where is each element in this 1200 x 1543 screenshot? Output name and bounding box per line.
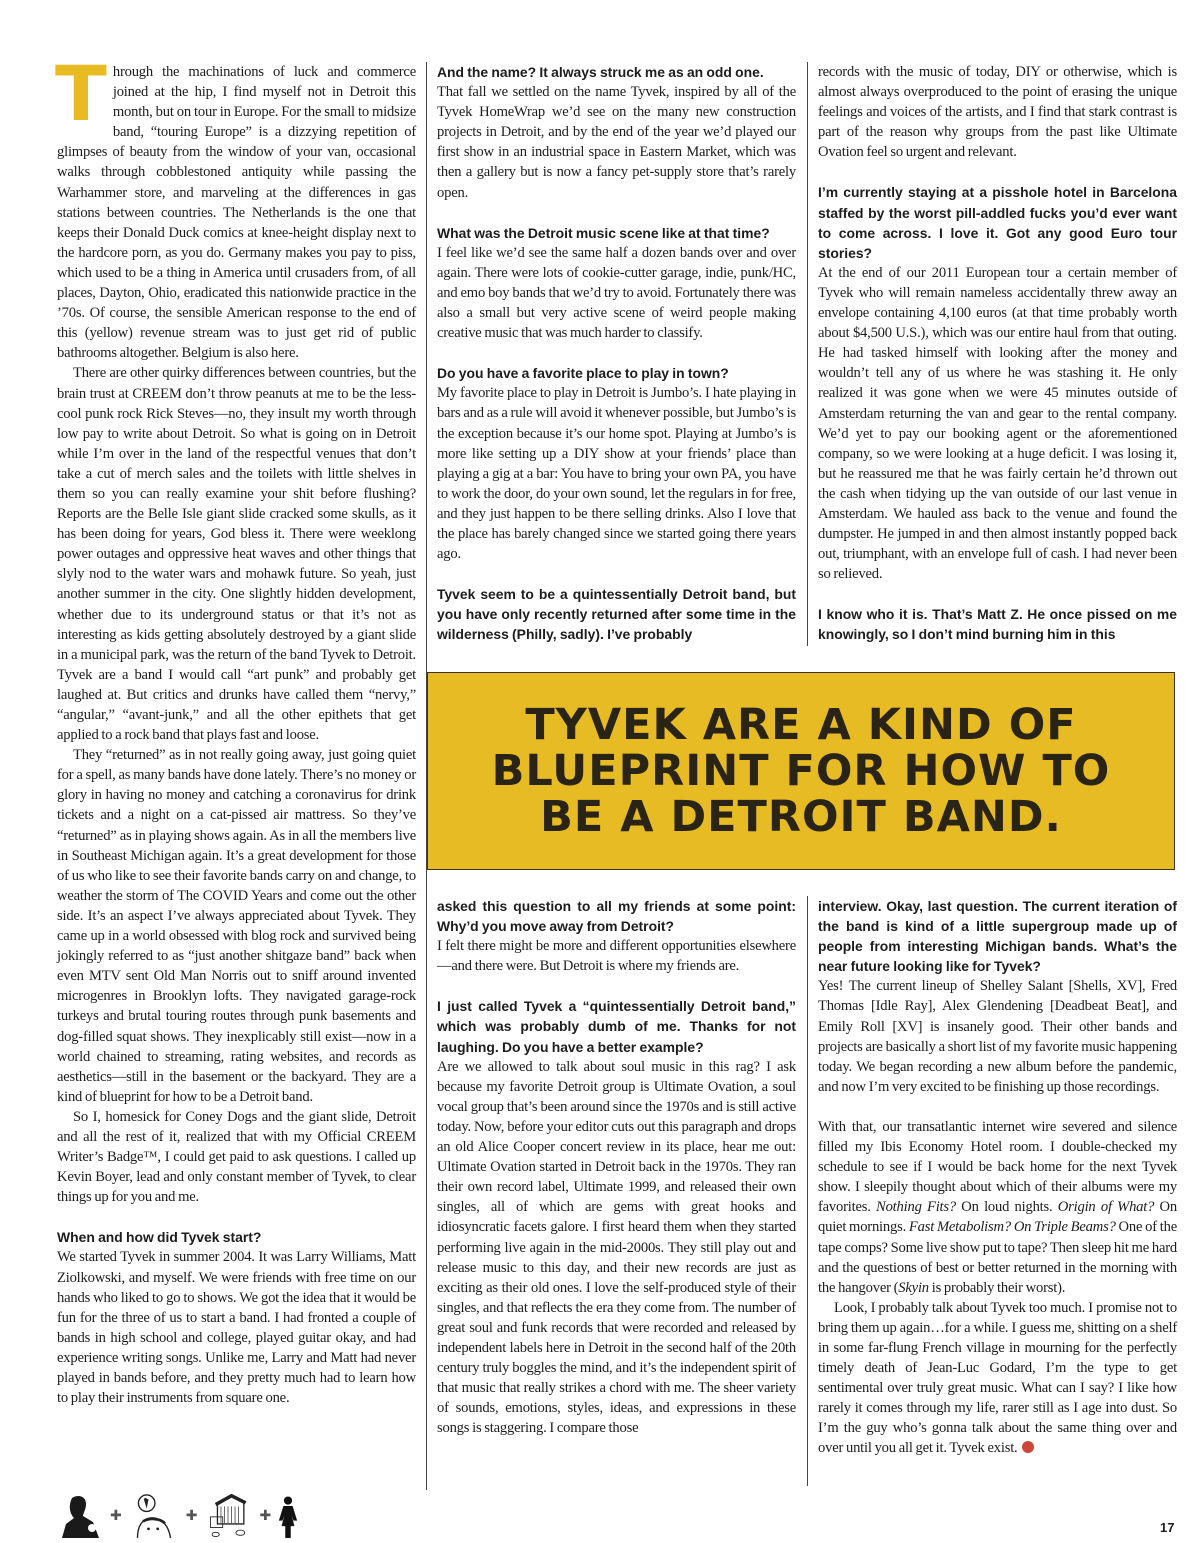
plus-icon: ✚ [185,1508,198,1524]
end-mark-icon [1022,1441,1034,1453]
paragraph-text: That fall we settled on the name Tyvek, inspired by all of the Tyvek HomeWrap we’d see on the many new construction projects in Detroit, and by the end of the year we’d played our first show in an industrial space in Eastern Market, which was then a gallery but is now a fancy pet-supply store that’s rarely open. [437,84,796,201]
italic-title: Origin of What? [1057,1199,1155,1216]
paragraph [57,745,416,1107]
plus-icon: ✚ [259,1508,272,1524]
interview-question [818,604,1177,644]
paragraph-text: Do you have a favorite place to play in town? [437,365,729,382]
interview-question [437,62,796,82]
column-divider [807,62,808,646]
paragraph-text: At the end of our 2011 European tour a certain member of Tyvek who will remain nameless accidentally threw away an envelope containing 4,100 euros (at that time probably worth about $4,500 U.S.), which was our entire haul from that outing. He had tasked himself with looking after the money and wouldn’t tell any of us where he was stashing it. He only realized it was gone when we were 45 minutes outside of Amsterdam returning the van and gear to the rental company. We’d yet to pay our booking agent or the aforementioned company, so we were looking at a huge deficit. I was losing it, but he reassured me that he was fairly certain he’d thrown out the cash when tidying up the van outside of our last venue in Amsterdam. We hauled ass back to the venue and found the dumpster. He jumped in and then almost instantly popped back out, triumphant, with an envelope full of cash. I had never been so relieved. [818,264,1177,583]
paragraph [437,936,796,976]
page-number: 17 [1160,1520,1175,1535]
icon-equation [58,1494,299,1538]
column-3-bottom [818,896,1177,1459]
text-run: On loud nights. [955,1199,1058,1216]
text-run: One of the tape comps? Some live show put to tape? Then sleep hit me hard and the questions of best or better returned in the morning with the hangover ( [818,1219,1178,1296]
pull-quote-box [427,672,1175,870]
paragraph-text: I know who it is. That’s Matt Z. He once pissed on me knowingly, so I don’t mind burning him in this [818,606,1177,643]
paragraph [437,82,796,203]
interview-question [437,996,796,1056]
paragraph [818,1117,1177,1298]
paragraph-text: Tyvek seem to be a quintessentially Detroit band, but you have only recently returned after some time in the wilderness (Philly, sadly). I’ve probably [437,586,796,643]
column-3-top [818,62,1177,645]
text-run: On quiet mornings. [818,1199,1177,1236]
column-2-bottom [437,896,796,1438]
paragraph-text: I feel like we’d see the same half a dozen bands over and over again. There were lots of cookie-cutter garage, indie, punk/HC, and emo boy bands that we’d try to avoid. Fortunately there was also a small but very active scene of weird people making creative music that was much harder to classify. [437,244,796,342]
column-divider [807,896,808,1486]
paragraph [818,263,1177,585]
paragraph-text: asked this question to all my friends at some point: Why’d you move away from Detroit? [437,898,796,935]
text-run: is probably their worst). [928,1279,1066,1296]
paragraph-text: When and how did Tyvek start? [57,1229,262,1246]
paragraph-text: What was the Detroit music scene like at that time? [437,224,770,241]
pull-quote-line: BLUEPRINT FOR HOW TO [491,746,1111,796]
interview-question [818,896,1177,976]
interview-question [437,363,796,383]
column-1 [55,49,416,1408]
paragraph [55,49,416,363]
paragraph-text: Yes! The current lineup of Shelley Salant [Shells, XV], Fred Thomas [Idle Ray], Alex Glendening [Deadbeat Beat], and Emily Roll [XV] is insanely good. Their other bands and projects are basically a short list of my favorite music happening today. We began recording a new album before the pandemic, and now I’m very excited to be finishing up those recordings. [818,978,1177,1095]
italic-title: Skyin [898,1279,929,1296]
paragraph-text: records with the music of today, DIY or otherwise, which is almost always overproduced to the point of erasing the unique feelings and voices of the artists, and I find that stark contrast is part of the reason why groups from the past like Ultimate Ovation feel so urgent and relevant. [818,64,1177,161]
paragraph-text: And the name? It always struck me as an odd one. [437,64,764,80]
paragraph [57,1247,416,1408]
paragraph-text: I’m currently staying at a pisshole hotel in Barcelona staffed by the worst pill-addled fucks you’d ever want to come across. I love it. Got any good Euro tour stories? [818,184,1177,261]
interview-question [437,584,796,644]
interview-question [437,896,796,936]
text-run: With that, our transatlantic internet wire severed and silence filled my Ibis Economy Hotel room. I double-checked my schedule to see if I would be back home for the next Tyvek show. I sleepily thought about which of their albums were my favorites. [818,1118,1177,1216]
head-with-carrot-thought-icon [128,1494,180,1538]
paragraph-text: I just called Tyvek a “quintessentially Detroit band,” which was probably dumb of me. Thanks for not laughing. Do you have a better example? [437,998,796,1055]
paragraph [437,383,796,564]
column-2-top [437,62,796,644]
paragraph [57,363,416,745]
paragraph-text: hrough the machinations of luck and commerce joined at the hip, I find myself not in Detroit this month, but on tour in Europe. For the small to midsize band, “touring Europe” is a dizzying repetition of glimpses of beauty from the window of your van, occasional walks through cobblestoned antiquity while passing the Warhammer store, and marveling at the differences in gas stations between countries. The Netherlands is the one that keeps their Donald Duck comics at knee-height display next to the hardcore porn, as you do. Germany makes you pay to piss, which used to be a thing in America until crusaders from, of all places, Dayton, Ohio, eradicated this nationwide practice in the ’70s. Of course, the sensible American response to the end of this (yellow) revenue stream was to just get rid of public bathrooms altogether. Belgium is also here. [57,64,416,362]
interview-question [818,182,1177,262]
paragraph [818,1298,1177,1459]
interview-question [57,1227,416,1247]
woman-restroom-icon [277,1496,299,1538]
pull-quote-line: TYVEK ARE A KIND OF [525,700,1077,750]
paragraph [437,243,796,343]
pull-quote [481,702,1121,840]
paragraph-text: Look, I probably talk about Tyvek too much. I promise not to bring them up again…for a while. I guess me, shitting on a shelf in some far-flung French village in mourning for the perfectly timely death of Jean-Luc Godard, I’m the type to get sentimental over truly great music. What can I say? I like how rarely it comes through my life, rarer still as I age into dust. So I’m the guy who’s gonna talk about the same thing over and over until you all get it. Tyvek exist. [818,1299,1177,1457]
paragraph-text: They “returned” as in not really going away, just going quiet for a spell, as many bands have done lately. There’s no money or glory in having no money and catching a coronavirus for drink tickets and a night on a cat-pissed air mattress. So they’ve “returned” as in playing shows again. As in all the members live in Southeast Michigan again. It’s a great development for those of us who like to see their favorite bands carry on and change, to weather the storm of The COVID Years and come out the other side. It’s an aspect I’ve always appreciated about Tyvek. They came up in a world obsessed with blog rock and survived being jokingly referred to as “just another shitgaze band” back when even MTV sent Old Man Norris out to sniff around invented microgenres in Brooklyn lofts. They navigated garage-rock turkeys and brutal touring routes through punk basements and dog-filled squat shows. They inexplicably still exist—now in a world chained to streaming, rating websites, and records as aesthetics—still in the basement or the backyard. They are a kind of blueprint for how to be a Detroit band. [57,747,416,1105]
italic-title: Fast Metabolism? On Triple Beams? [908,1219,1116,1236]
chicken-coop-icon [203,1494,253,1538]
paragraph [818,976,1177,1097]
paragraph-text: We started Tyvek in summer 2004. It was Larry Williams, Matt Ziolkowski, and myself. We were friends with free time on our hands who liked to go to shows. We got the idea that it would be fun for the three of us to start a band. I had fronted a couple of bands in high school and college, played guitar okay, and had experience writing songs. Unlike me, Larry and Matt had never played in bands before, and they pretty much had to learn how to play their instruments from square one. [57,1249,416,1407]
paragraph [437,1057,796,1439]
paragraph-text: I felt there might be more and different opportunities elsewhere—and there were. But Detroit is where my friends are. [437,938,796,975]
paragraph [818,62,1177,162]
paragraph-text: There are other quirky differences between countries, but the brain trust at CREEM don’t throw peanuts at me to be the less-cool punk rock Rick Steves—no, they insult my worth through low pay to write about Detroit. So what is going on in Detroit while I’m over in the land of the respectful venues that don’t take a cut of merch sales and the toilets with little shelves in them so you can really examine your shit before flushing? Reports are the Belle Isle giant slide cracked some skulls, as it has been doing for years, God bless it. There were weeklong power outages and oppressive heat waves and other things that slyly nod to the water wars and mohawk future. So yeah, just another summer in the city. One slightly hidden development, whether due to its underground status or that it’s not as interesting as kids getting absolutely destroyed by a giant slide in a municipal park, was the return of the band Tyvek to Detroit. Tyvek are a band I would call “art punk” and probably get laughed at. But critics and drunks have called them “nervy,” “angular,” “avant-junk,” and all the other epithets that get applied to a rock band that plays fast and loose. [57,365,416,744]
paragraph-text: My favorite place to play in Detroit is Jumbo’s. I hate playing in bars and as a rule will avoid it whenever possible, but Jumbo’s is the exception because it’s our home spot. Playing at Jumbo’s is more like setting up a DIY show at your friends’ place than playing a gig at a bar: You have to bring your own PA, you have to work the door, do your own sound, let the regulars in for free, and they just happen to be there selling drinks. Also I love that the place has barely changed since we started going there years ago. [437,385,796,563]
person-with-guitar-icon [58,1494,104,1538]
paragraph [57,1107,416,1207]
paragraph-text: Are we allowed to talk about soul music in this rag? I ask because my favorite Detroit group is Ultimate Ovation, a soul vocal group that’s been around since the 1970s and is still active today. Now, before your editor cuts out this paragraph and drops an old Alice Cooper concert review in its place, hear me out: Ultimate Ovation started in Detroit back in the 1970s. They ran their own record label, Ultimate 1999, and released their own singles, all of which are gems with great hooks and idiosyncratic facets galore. I first heard them when they started performing live again in the mid-2000s. They still play out and release music to this day, and their new records are just as exciting as their old ones. I love the self-produced style of their singles, and that reflects the era they come from. The number of great soul and funk records that were recorded and released by independent labels here in Detroit in the second half of the 20th century truly boggles the mind, and it’s the independent spirit of that music that really strikes a chord with me. The sheer variety of sounds, emotions, styles, ideas, and expressions in these songs is staggering. I compare those [437,1058,796,1437]
paragraph-text: So I, homesick for Coney Dogs and the giant slide, Detroit and all the rest of it, realized that with my Official CREEM Writer’s Badge™, I could get paid to ask questions. I called up Kevin Boyer, lead and only constant member of Tyvek, to clear things up for you and me. [57,1108,416,1206]
italic-title: Nothing Fits? [876,1199,956,1216]
drop-cap: T [55,49,107,138]
pull-quote-line: BE A DETROIT BAND. [540,792,1062,842]
paragraph-text: interview. Okay, last question. The current iteration of the band is kind of a little supergroup made up of people from interesting Michigan bands. What’s the near future looking like for Tyvek? [818,898,1177,975]
plus-icon: ✚ [110,1508,122,1524]
interview-question [437,223,796,243]
